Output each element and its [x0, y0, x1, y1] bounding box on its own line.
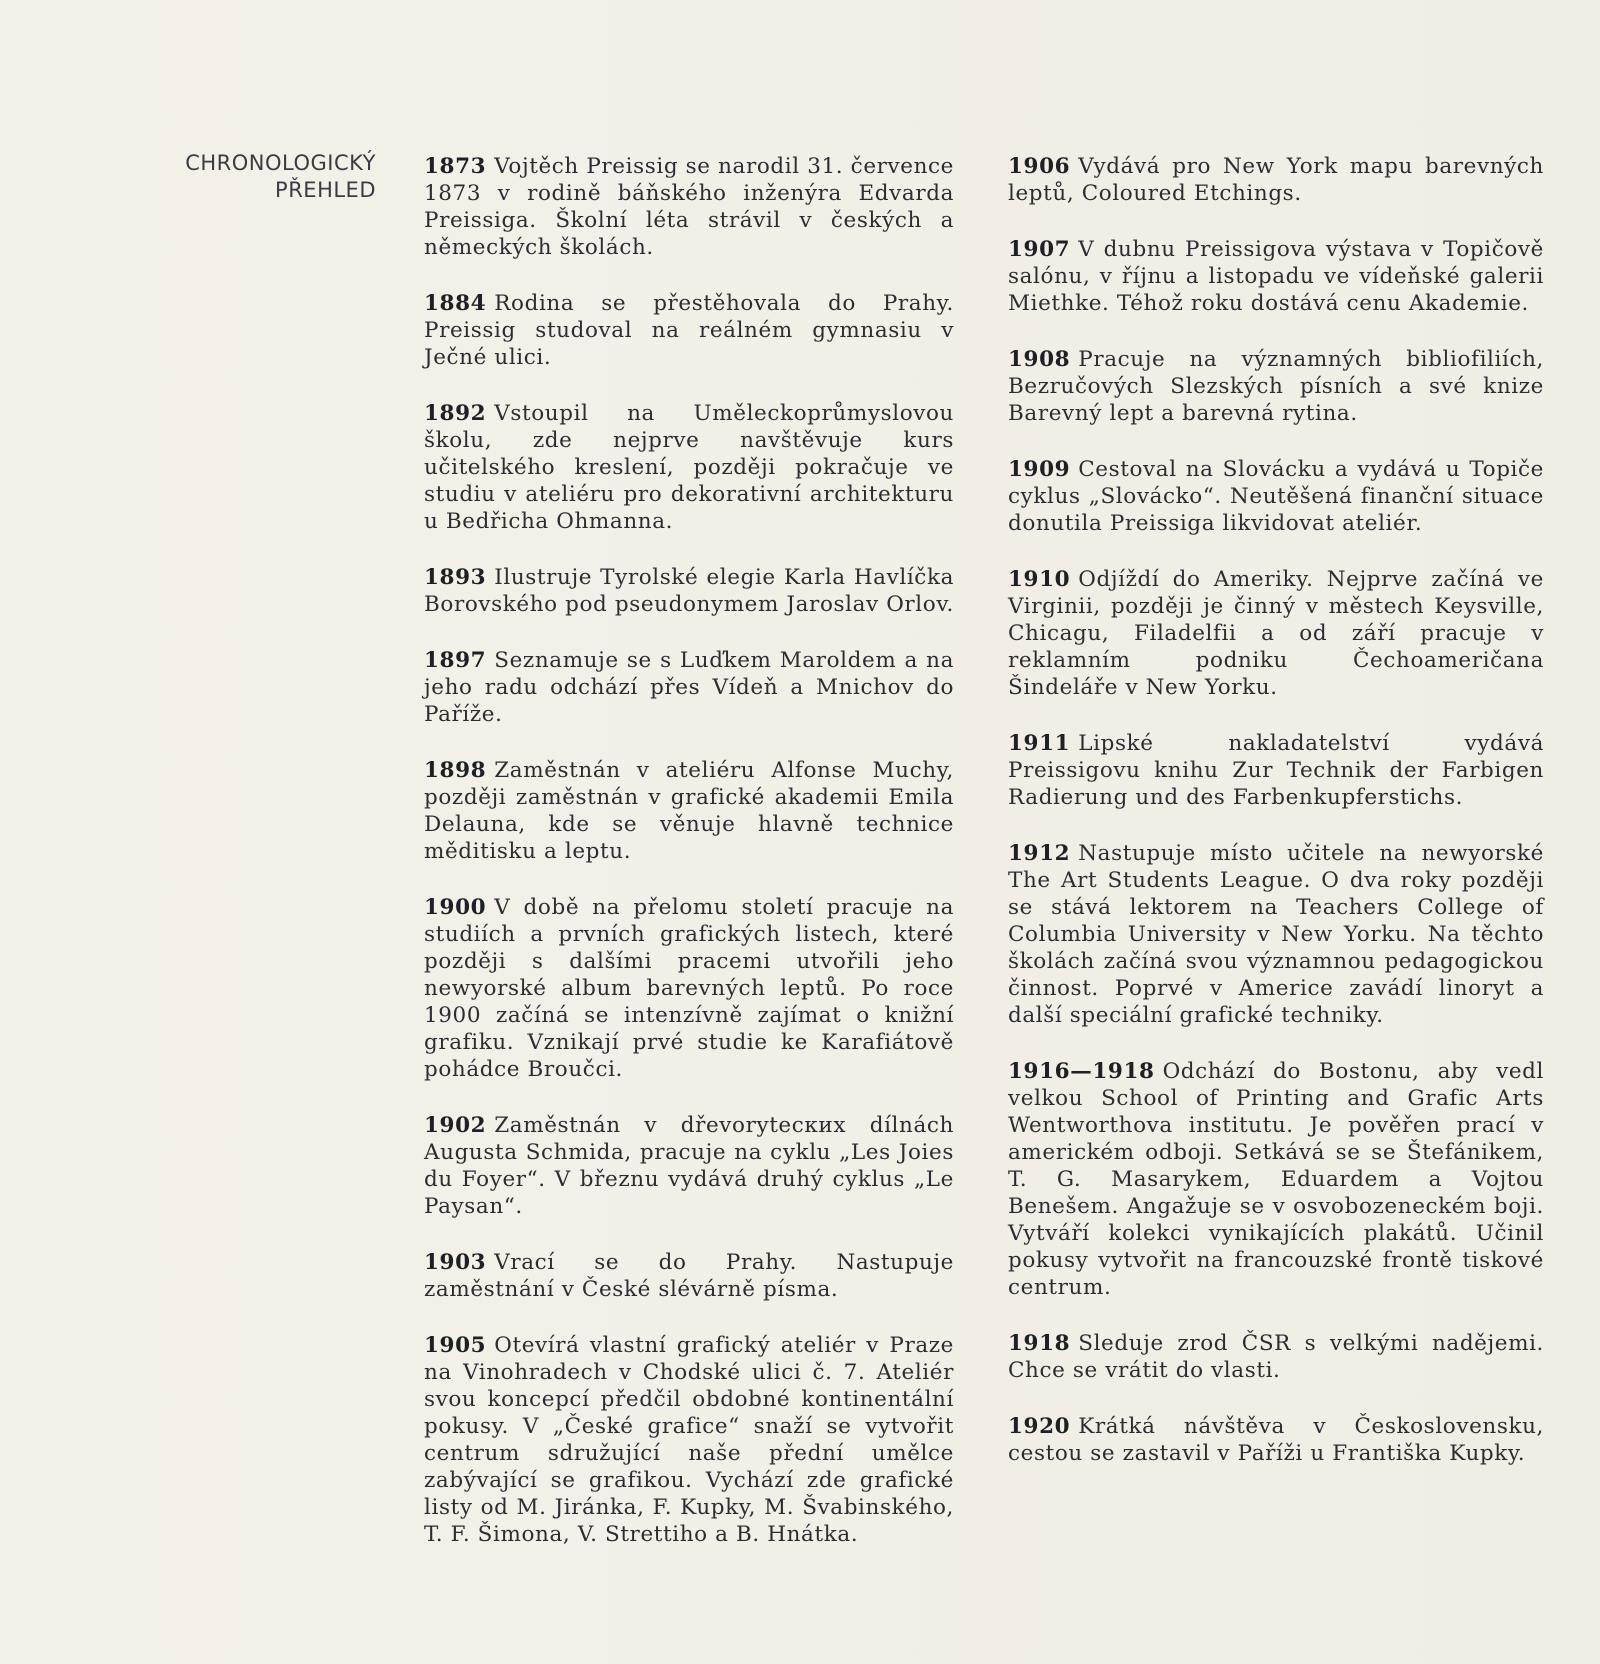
entry-text: Krátká návštěva v Československu, cestou se zastavil v Paříži u Františka Kupky. — [1008, 1414, 1544, 1466]
entry-year: 1884 — [424, 291, 487, 316]
timeline-entry — [1008, 840, 1544, 1029]
timeline-entry — [424, 290, 954, 371]
timeline-entry — [424, 564, 954, 618]
entry-text: Pracuje na významných bibliofiliích, Bezručových Slezských písních a své knize Barevný lept a barevná rytina. — [1008, 347, 1544, 426]
entry-text: V dubnu Preissigova výstava v Topičově salónu, v říjnu a listopadu ve vídeňské galerii Miethke. Téhož roku dostává cenu Akademie. — [1008, 237, 1544, 316]
timeline-entry — [424, 400, 954, 535]
heading-line-1: CHRONOLOGICKÝ — [185, 151, 376, 175]
entry-year: 1907 — [1008, 237, 1071, 262]
entry-text: Vojtěch Preissig se narodil 31. července 1873 v rodině báňského inženýra Edvarda Preissiga. Školní léta strávil v českých a německých školách. — [424, 154, 954, 260]
entry-text: Sleduje zrod ČSR s velkými nadějemi. Chce se vrátit do vlasti. — [1008, 1331, 1544, 1383]
entry-text: Vstoupil na Uměleckoprůmyslovou školu, zde nejprve navštěvuje kurs učitelského kreslení, později pokračuje ve studiu v ateliéru pro dekorativní architekturu u Bedřicha Ohmanna. — [424, 401, 954, 534]
entry-year: 1905 — [424, 1333, 487, 1358]
entry-year: 1920 — [1008, 1414, 1071, 1439]
entry-text: Zaměstnán v dřevorytecких dílnách Augusta Schmida, pracuje na cyklu „Les Joies du Foyer“. V březnu vydává druhý cyklus „Le Paysan“. — [424, 1113, 954, 1219]
entry-year: 1912 — [1008, 841, 1071, 866]
entry-year: 1898 — [424, 758, 487, 783]
entry-year: 1873 — [424, 154, 487, 179]
heading-line-2: PŘEHLED — [275, 178, 376, 202]
entry-year: 1893 — [424, 565, 487, 590]
timeline-entry — [1008, 346, 1544, 427]
entry-year: 1902 — [424, 1113, 487, 1138]
entry-text: Cestoval na Slovácku a vydává u Topiče cyklus „Slovácko“. Neutěšená finanční situace donutila Preissiga likvidovat ateliér. — [1008, 457, 1544, 536]
section-heading — [128, 150, 376, 204]
timeline-entry — [424, 757, 954, 865]
entry-year: 1916—1918 — [1008, 1059, 1155, 1084]
entry-text: Seznamuje se s Luďkem Maroldem a na jeho radu odchází přes Vídeň a Mnichov do Paříže. — [424, 648, 954, 727]
entry-text: V době na přelomu století pracuje na studiích a prvních grafických listech, které později s dalšími pracemi utvořili jeho newyorské album barevných leptů. Po roce 1900 začíná se intenzívně zajímat o knižní grafiku. Vznikají prvé studie ke Karafiátově pohádce Broučci. — [424, 895, 954, 1082]
timeline-entry — [1008, 236, 1544, 317]
entry-year: 1911 — [1008, 731, 1071, 756]
entry-text: Zaměstnán v ateliéru Alfonse Muchy, později zaměstnán v grafické akademii Emila Delauna, kde se věnuje hlavně technice měditisku a leptu. — [424, 758, 954, 864]
timeline-entry — [1008, 1413, 1544, 1467]
entry-text: Otevírá vlastní grafický ateliér v Praze na Vinohradech v Chodské ulici č. 7. Ateliér svou koncepcí předčil obdobné kontinentální pokusy. V „České grafice“ snaží se vytvořit centrum sdružující naše přední umělce zabývající se grafikou. Vychází zde grafické listy od M. Jiránka, F. Kupky, M. Švabinského, T. F. Šimona, V. Strettiho a B. Hnátka. — [424, 1333, 954, 1547]
timeline-entry — [424, 1112, 954, 1220]
entry-year: 1909 — [1008, 457, 1071, 482]
entry-year: 1897 — [424, 648, 487, 673]
entry-year: 1910 — [1008, 567, 1071, 592]
entry-year: 1903 — [424, 1250, 487, 1275]
timeline-entry — [424, 1332, 954, 1548]
timeline-entry — [424, 1249, 954, 1303]
entry-text: Ilustruje Tyrolské elegie Karla Havlíčka Borovského pod pseudonymem Jaroslav Orlov. — [424, 565, 954, 617]
entry-text: Vrací se do Prahy. Nastupuje zaměstnání v České slévárně písma. — [424, 1250, 954, 1302]
left-column — [424, 153, 954, 1577]
entry-text: Odchází do Bostonu, aby vedl velkou School of Printing and Grafic Arts Wentworthova institutu. Je pověřen prací v americkém odboji. Setkává se se Štefánikem, T. G. Masarykem, Eduardem a Vojtou Benešem. Angažuje se v osvobozeneckém boji. Vytváří kolekci vynikajících plakátů. Učinil pokusy vytvořit na francouzské frontě tiskové centrum. — [1008, 1059, 1544, 1300]
timeline-entry — [1008, 566, 1544, 701]
entry-text: Nastupuje místo učitele na newyorské The Art Students League. O dva roky později se stává lektorem na Teachers College of Columbia University v New Yorku. Na těchto školách začíná svou významnou pedagogickou činnost. Poprvé v Americe zavádí linoryt a další speciální grafické techniky. — [1008, 841, 1544, 1028]
entry-year: 1892 — [424, 401, 487, 426]
entry-year: 1908 — [1008, 347, 1071, 372]
timeline-entry — [424, 153, 954, 261]
timeline-entry — [1008, 1330, 1544, 1384]
timeline-entry — [1008, 456, 1544, 537]
timeline-entry — [424, 647, 954, 728]
entry-text: Vydává pro New York mapu barevných leptů, Coloured Etchings. — [1008, 154, 1544, 206]
entry-year: 1906 — [1008, 154, 1071, 179]
entry-text: Rodina se přestěhovala do Prahy. Preissig studoval na reálném gymnasiu v Ječné ulici. — [424, 291, 954, 370]
entry-text: Odjíždí do Ameriky. Nejprve začíná ve Virginii, později je činný v městech Keysville, Chicagu, Filadelfii a od září pracuje v reklamním podniku Čechoameričana Šindeláře v New Yorku. — [1008, 567, 1544, 700]
timeline-entry — [424, 894, 954, 1083]
entry-year: 1918 — [1008, 1331, 1071, 1356]
right-column — [1008, 153, 1544, 1496]
entry-text: Lipské nakladatelství vydává Preissigovu knihu Zur Technik der Farbigen Radierung und des Farbenkupferstichs. — [1008, 731, 1544, 810]
timeline-entry — [1008, 153, 1544, 207]
entry-year: 1900 — [424, 895, 487, 920]
timeline-entry — [1008, 730, 1544, 811]
timeline-entry — [1008, 1058, 1544, 1301]
